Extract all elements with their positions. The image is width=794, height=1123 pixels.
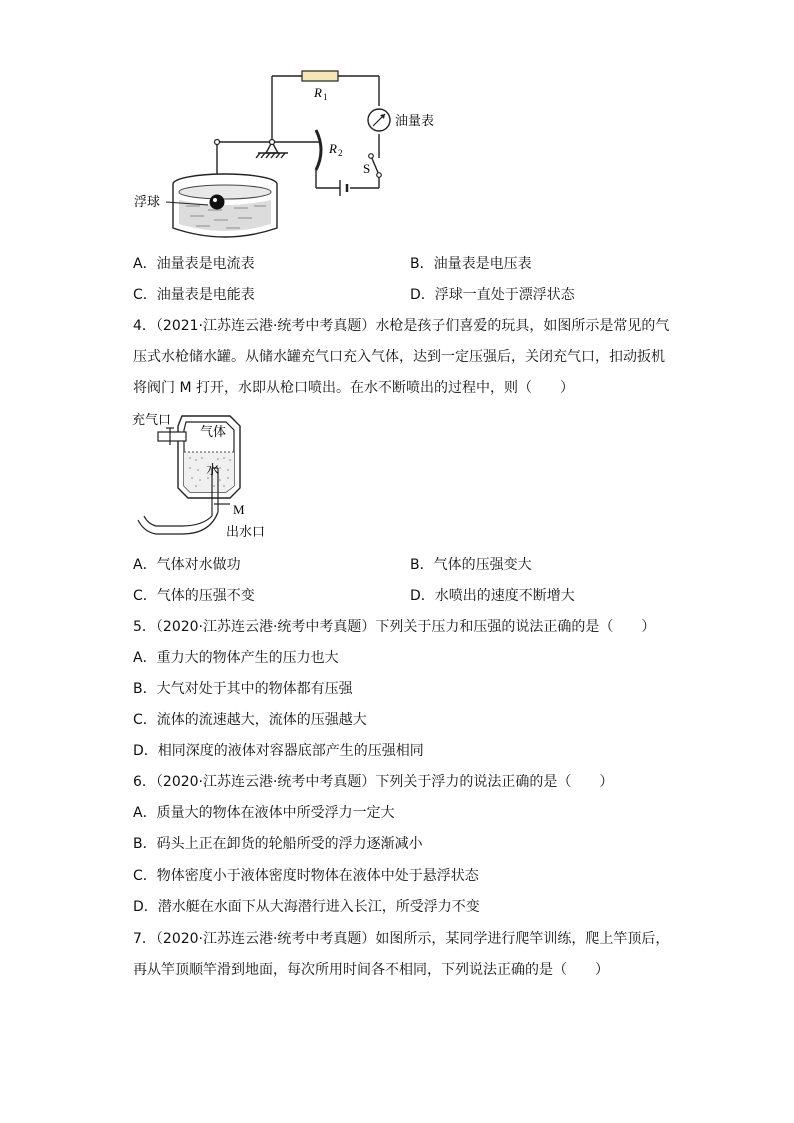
- water-label: 水: [206, 463, 220, 478]
- q5-option-d: D．相同深度的液体对容器底部产生的压强相同: [133, 743, 424, 759]
- r1-subscript: 1: [323, 92, 328, 102]
- q7-stem-line-2: 再从竿顶顺竿滑到地面，每次所用时间各不相同，下列说法正确的是（ ）: [133, 962, 609, 978]
- oil-meter-label: 油量表: [395, 114, 435, 129]
- oil-gauge-circuit-figure: [130, 60, 460, 250]
- q4-stem-line-2: 压式水枪储水罐。从储水罐充气口充入气体，达到一定压强后，关闭充气口，扣动扳机: [133, 349, 665, 365]
- q6-stem: 6．（2020·江苏连云港·统考中考真题）下列关于浮力的说法正确的是（ ）: [133, 774, 614, 790]
- q4-stem-line-1: 4．（2021·江苏连云港·统考中考真题）水枪是孩子们喜爱的玩具，如图所示是常见的气: [133, 318, 670, 334]
- outlet-label: 出水口: [226, 525, 266, 540]
- q3-option-b: B．油量表是电压表: [410, 256, 532, 272]
- switch-label: S: [363, 161, 371, 176]
- q5-option-c: C．流体的流速越大，流体的压强越大: [133, 712, 367, 728]
- r1-label: R: [314, 85, 322, 100]
- q4-stem-line-3: 将阀门 M 打开，水即从枪口喷出。在水不断喷出的过程中，则（ ）: [133, 380, 574, 396]
- q6-option-d: D．潜水艇在水面下从大海潜行进入长江，所受浮力不变: [133, 899, 480, 915]
- q3-option-c: C．油量表是电能表: [133, 287, 255, 303]
- q6-option-c: C．物体密度小于液体密度时物体在液体中处于悬浮状态: [133, 868, 479, 884]
- r2-subscript: 2: [338, 148, 343, 158]
- float-ball-label: 浮球: [134, 195, 161, 210]
- q4-option-b: B．气体的压强变大: [410, 557, 532, 573]
- valve-m-label: M: [233, 502, 245, 517]
- q5-option-a: A．重力大的物体产生的压力也大: [133, 650, 339, 666]
- inlet-label: 充气口: [132, 413, 172, 428]
- water-gun-tank-figure: [130, 408, 280, 544]
- r2-label: R: [329, 141, 337, 156]
- q7-stem-line-1: 7．（2020·江苏连云港·统考中考真题）如图所示，某同学进行爬竿训练，爬上竿顶后，: [133, 931, 670, 947]
- q6-option-a: A．质量大的物体在液体中所受浮力一定大: [133, 805, 395, 821]
- q4-option-d: D．水喷出的速度不断增大: [410, 588, 575, 604]
- q5-option-b: B．大气对处于其中的物体都有压强: [133, 681, 353, 697]
- q5-stem: 5．（2020·江苏连云港·统考中考真题）下列关于压力和压强的说法正确的是（ ）: [133, 619, 656, 635]
- q3-option-d: D．浮球一直处于漂浮状态: [410, 287, 575, 303]
- q4-option-a: A．气体对水做功: [133, 557, 241, 573]
- q4-option-c: C．气体的压强不变: [133, 588, 255, 604]
- q6-option-b: B．码头上正在卸货的轮船所受的浮力逐渐减小: [133, 836, 423, 852]
- water-gun-tank-diagram: [130, 408, 280, 544]
- oil-gauge-circuit-diagram: [130, 60, 460, 250]
- q3-option-a: A．油量表是电流表: [133, 256, 255, 272]
- gas-label: 气体: [200, 425, 227, 440]
